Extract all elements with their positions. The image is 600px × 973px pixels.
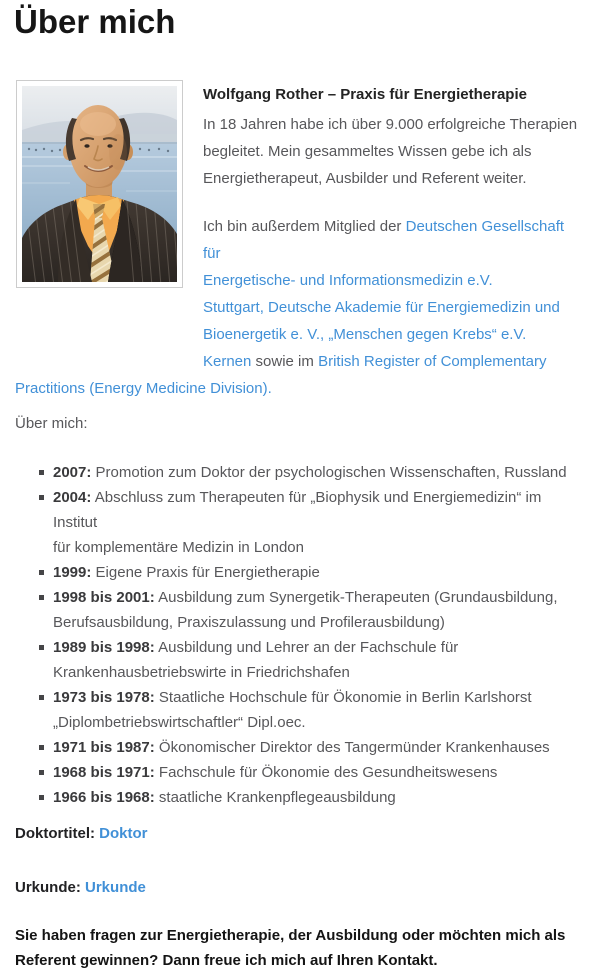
membership-paragraph	[203, 213, 585, 375]
membership-link[interactable]: Practitions (Energy Medicine Division).	[15, 380, 272, 397]
career-list-item: 1989 bis 1998: Ausbildung und Lehrer an der Fachschule für Krankenhausbetriebswirte in Friedrichshafen	[39, 635, 585, 685]
career-list-item: 1998 bis 2001: Ausbildung zum Synergetik-Therapeuten (Grundausbildung, Berufsausbildung, Praxiszulassung und Profilerausbildung)	[39, 585, 585, 635]
career-list-item: 2004: Abschluss zum Therapeuten für „Biophysik und Energiemedizin“ im Institut für komplementäre Medizin in London	[39, 485, 585, 560]
career-list-item: 2007: Promotion zum Doktor der psychologischen Wissenschaften, Russland	[39, 460, 585, 485]
membership-link[interactable]: Stuttgart, Deutsche Akademie für Energiemedizin und	[203, 299, 560, 316]
career-list-item: 1966 bis 1968: staatliche Krankenpflegeausbildung	[39, 785, 585, 810]
text-run: Ich bin außerdem Mitglied der	[203, 218, 406, 235]
membership-link[interactable]: Kernen	[203, 353, 252, 370]
doktortitel-link[interactable]: Doktor	[99, 825, 148, 842]
intro-paragraph: In 18 Jahren habe ich über 9.000 erfolgreiche Therapien begleitet. Mein gesammeltes Wissen gebe ich als Energietherapeut, Ausbilder und Referent weiter.	[203, 116, 578, 187]
membership-paragraph-continued	[15, 375, 585, 402]
profile-photo	[22, 86, 177, 282]
membership-link[interactable]: Deutschen Gesellschaft für	[203, 218, 565, 262]
career-year: 2007:	[53, 464, 92, 481]
list-intro: Über mich:	[15, 415, 88, 432]
career-year: 1998 bis 2001:	[53, 589, 155, 606]
career-list-item: 1968 bis 1971: Fachschule für Ökonomie des Gesundheitswesens	[39, 760, 585, 785]
urkunde-link[interactable]: Urkunde	[85, 879, 146, 896]
membership-link[interactable]: Bioenergetik e. V., „Menschen gegen Krebs“ e.V.	[203, 326, 527, 343]
profile-section	[15, 80, 585, 375]
career-year: 1971 bis 1987:	[53, 739, 155, 756]
urkunde-label: Urkunde:	[15, 879, 81, 896]
career-list-item: 1999: Eigene Praxis für Energietherapie	[39, 560, 585, 585]
doktortitel-label: Doktortitel:	[15, 825, 95, 842]
contact-cta: Sie haben fragen zur Energietherapie, der Ausbildung oder möchten mich als Referent gewinnen? Dann freue ich mich auf Ihren Kontakt.	[15, 927, 566, 969]
career-year: 2004:	[53, 489, 92, 506]
career-year: 1989 bis 1998:	[53, 639, 155, 656]
career-list-item: 1971 bis 1987: Ökonomischer Direktor des Tangermünder Krankenhauses	[39, 735, 585, 760]
career-year: 1968 bis 1971:	[53, 764, 155, 781]
membership-link[interactable]: Energetische- und Informationsmedizin e.V.	[203, 272, 493, 289]
page-title: Über mich	[14, 3, 176, 40]
profile-photo-frame	[16, 80, 183, 288]
career-year: 1999:	[53, 564, 92, 581]
text-run: sowie im	[251, 353, 319, 370]
membership-link[interactable]: British Register of Complementary	[318, 353, 547, 370]
career-year: 1966 bis 1968:	[53, 789, 155, 806]
profile-text-column	[203, 80, 585, 375]
urkunde-line	[15, 874, 585, 901]
career-list-item: 1973 bis 1978: Staatliche Hochschule für Ökonomie in Berlin Karlshorst „Diplombetriebswirtschaftler“ Dipl.oec.	[39, 685, 585, 735]
career-list	[15, 460, 585, 810]
career-year: 1973 bis 1978:	[53, 689, 155, 706]
doktortitel-line	[15, 820, 585, 847]
about-page	[0, 2, 600, 973]
profile-heading: Wolfgang Rother – Praxis für Energietherapie	[203, 86, 527, 103]
